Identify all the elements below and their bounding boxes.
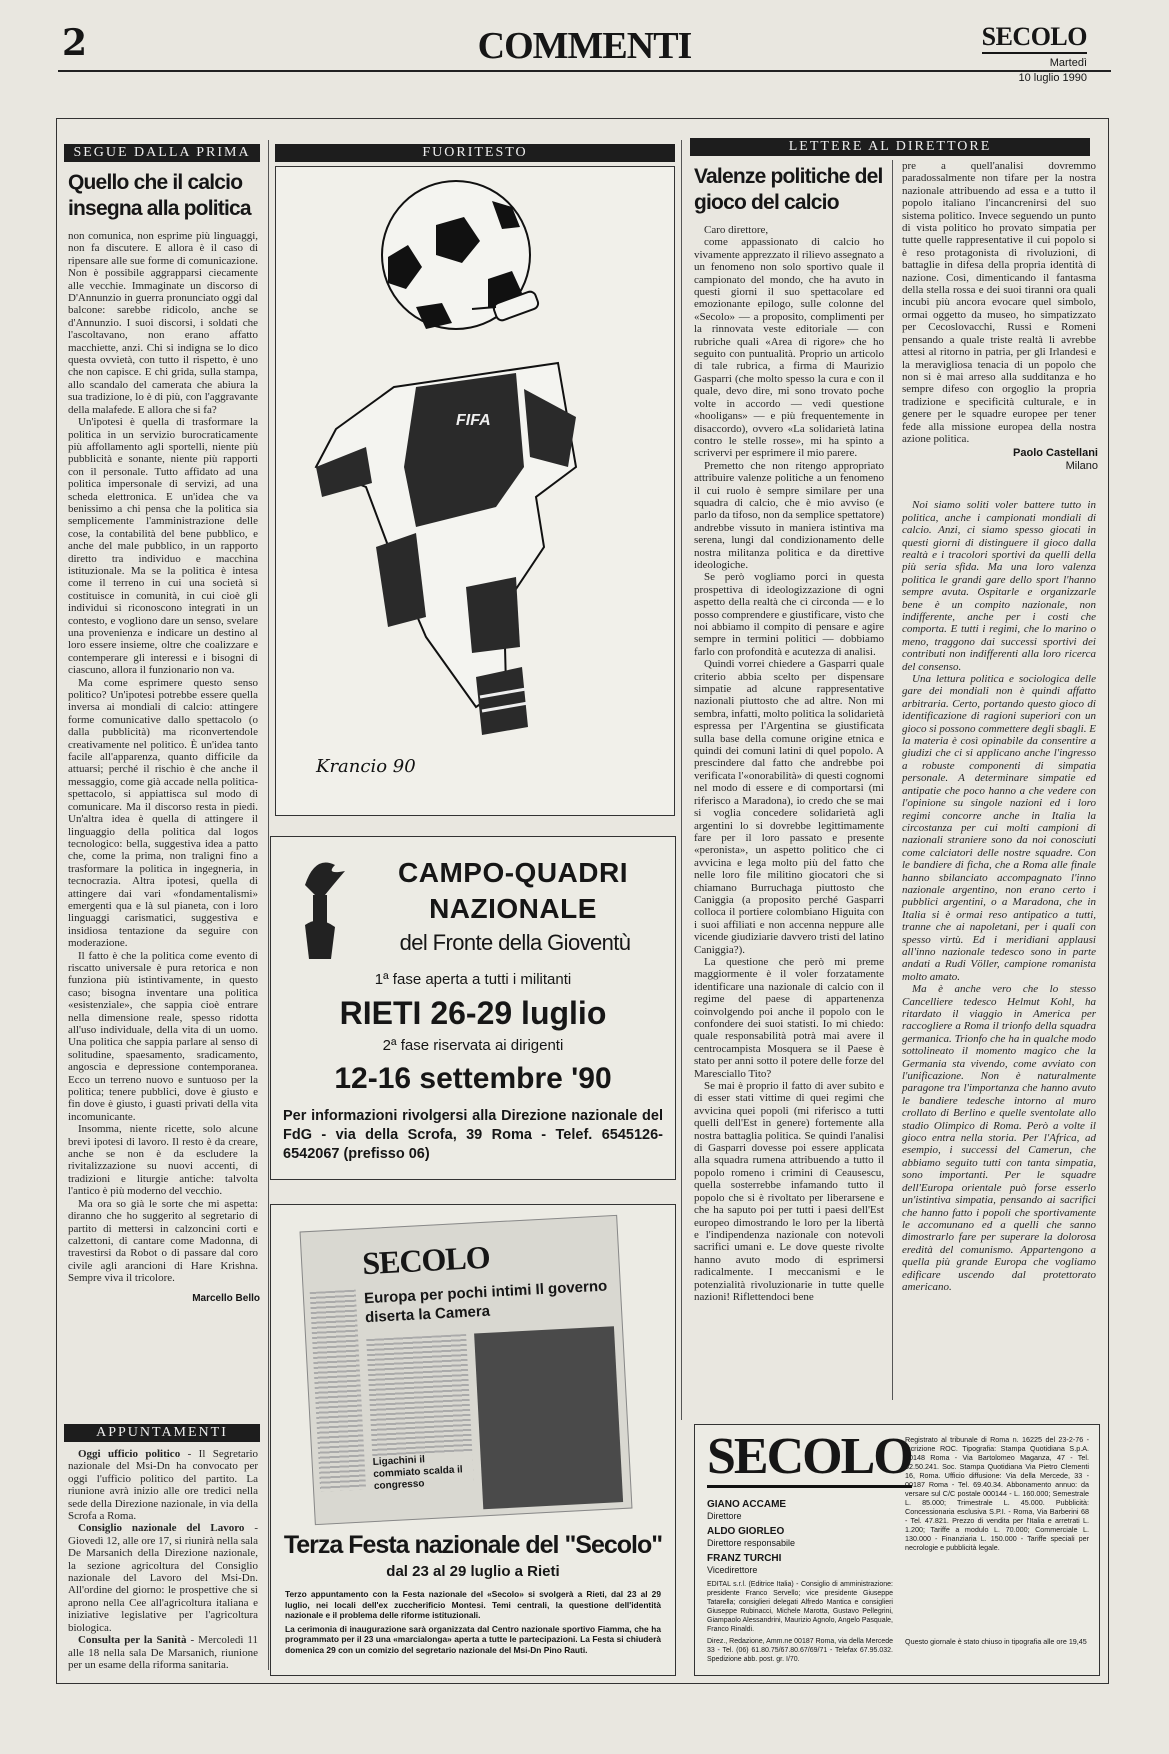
photo-headline: Europa per pochi intimi Il governo diserta la Camera — [363, 1277, 608, 1327]
column-letter — [690, 160, 886, 1404]
kicker-segue: SEGUE DALLA PRIMA — [64, 144, 260, 162]
letter-city: Milano — [1065, 460, 1098, 473]
letter-signature: Paolo Castellani — [1013, 447, 1098, 460]
paragraph: Insomma, niente ricette, solo alcune brevi ipotesi di lavoro. Il resto è da creare, anche se non è da escludere la rivitalizzazione su nuovi accenti, di tradizioni e liturgie antiche: talvolta l'antico è più moderno del vecchio. — [68, 1123, 258, 1198]
imprint-logo: SECOLO — [707, 1429, 912, 1488]
paragraph: Se però vogliamo porci in questa prospettiva di ideologizzazione di ogni aspetto della realtà che ci circonda — e lo posso comprendere e giustificare, visto che noi abbiamo il compito di pensare e agire sempre in termini politici — dobbiamo farlo con profondità e acutezza di analisi. — [694, 571, 884, 658]
letter-title: Valenze politiche del gioco del calcio — [694, 165, 883, 214]
letter-salutation: Caro direttore, — [704, 224, 769, 236]
appointment-text: - Giovedì 12, alle ore 17, si riunirà nella sala De Marsanich della Direzione nazionale, la sezione agricoltura del Consiglio nazionale del Lavoro del Msi-Dn. All'ordine del giorno: le prospettive che si aprono nella Cee all'agricoltura italiana e iniziative legislative per l'agricoltura biologica. — [68, 1522, 258, 1634]
column-letter-continued — [898, 160, 1098, 1404]
photo-text-column — [310, 1290, 366, 1492]
column-rule — [892, 160, 893, 1400]
paragraph: come appassionato di calcio ho vivamente apprezzato il rilievo assegnato a un fenomeno non solo sportivo quale il campionato del mondo, che ha avuto in questi giorni il suo spettacolare ed emozionante epilogo, sulle colonne del «Secolo» — a proposito, complimenti per la rinnovata veste editoriale — con rubriche quali «Area di rigore» che ho seguito con puntualità. Proprio un articolo di tale rubrica, a firma di Maurizio Gasparri (che molto spesso la cura e con il quale, devo dire, mi sono trovato poche volte in accordo — vedi questione «hooligans» — e più frequentemente in disaccordo), ovvero «La solidarietà latina contro le stelle rosse», mi ha spinto a scrivervi per esprimere il mio parere. — [694, 236, 884, 460]
cartoon-signature: Krancio 90 — [316, 756, 416, 777]
header-rule — [58, 70, 1111, 72]
column-commentary — [64, 144, 260, 1392]
appointment-text: - Il Segretario nazionale del Msi-Dn ha convocato per oggi l'ufficio politico del partito. La riunione avrà inizio alle ore tredici nella sede della Direzione nazionale, in via della Scrofa a Roma. — [68, 1448, 259, 1523]
ad-title-2: NAZIONALE — [429, 893, 597, 924]
kicker-fuoritesto: FUORITESTO — [275, 144, 675, 162]
masthead — [982, 22, 1087, 84]
letter-body — [694, 224, 884, 1303]
paragraph: Ma ora so già le sorte che mi aspetta: diranno che ho suggerito al segretario di partito di mettersi in calzoncini corti e calzettoni, di cantare come Madonna, di travestirsi da Robot o di passare dal coro civile agli arancioni di Hare Krishna. Sempre viva il tricolore. — [68, 1197, 258, 1285]
imprint-staff — [707, 1499, 893, 1664]
masthead-day: Martedì — [1049, 57, 1087, 69]
staff-name: GIANO ACCAME — [707, 1499, 787, 1510]
ad-phase-1: 1ª fase aperta a tutti i militanti — [374, 971, 572, 988]
mascot-shorts — [466, 577, 520, 653]
ad-dates-1: RIETI 26-29 luglio — [339, 995, 607, 1031]
paragraph: Un'ipotesi è quella di trasformare la politica in un servizio burocraticamente più affollamento agli sportelli, niente più pubblicità e sonante, niente più rapporti con il personale. Tutto affidato ad una politica impersonale di servizi, ad una scheda elettronica. E un'idea che va benissimo a chi pensa che la politica sia semplicemente l'amministrazione delle cose, la contabilità del bene pubblico, e anche del male pubblico, in un rapporto diretto tra individuo e macchina istituzionale. Ma se la politica è intesa come il terreno in cui una società si costituisce in comunità, in cui cioè gli individui si riconoscono integrati in un contesto, e vogliono dare un senso, svelare una provenienza e indicare un destino al loro essere insieme, oltre che coalizzare e contemperare gli interessi e i bisogni di ciascuno, allora il funzionario non va. — [68, 416, 258, 677]
photo-subheadline: Ligachini il commiato scalda il congresso — [372, 1452, 474, 1493]
ad-campo-quadri — [270, 836, 676, 1180]
festa-text-2: La cerimonia di inaugurazione sarà organizzata dal Centro nazionale sportivo Fiamma, che ha programmato per il 23 una «marcialonga» aperta a tutte le partecipazioni. La Festa si chiuderà domenica 29 con un comizio del segretario nazionale del Msi-Dn Pino Rauti. — [285, 1623, 661, 1655]
paragraph: Ma come esprimere questo senso politico? Un'ipotesi potrebbe essere quella inversa ai mondiali di calcio: attingere forme comunicative dallo spettacolo (o dalla pubblicità) ma riconvertendole creativamente nel politico. È un'idea tanto facile all'apparenza, quanto difficile da attuarsi; perché il rischio è che anche il messaggio, come già accade nella politica-spettacolo, si appiattisca sul modo di comunicare. Ma il discorso resta in piedi. Un'altra idea è quella di attingere il linguaggio della politica dal logos tecnologico: bella, suggestiva idea a patto che, come la prima, non traligni fino a trasformare la politica in ingegneria, in tecnocrazia. Altra ipotesi, quella di attingere dai vari «fondamentalismi» emergenti qua e là sul pianeta, con i loro linguaggi carismatici, suggestiva e insidiosa tentazione da seguire con moderazione. — [68, 676, 258, 950]
article-title: Quello che il calcio insegna alla politica — [68, 171, 251, 220]
appointment-title: Oggi ufficio politico — [78, 1448, 181, 1460]
paragraph: La questione che però mi preme maggiormente è il voler forzatamente identificare una nazionale di calcio con il regime del paese di appartenenza coinvolgendo poi anche il popolo con le confondere dei suoi statisti. Io mi chiedo: quale responsabilità potrà mai avere il centrocampista Mosquera se il Paese è stato per anni sotto il potere delle forze del Maresciallo Tito? — [694, 955, 884, 1080]
photo-logo: SECOLO — [361, 1238, 491, 1282]
ad-info: Per informazioni rivolgersi alla Direzione nazionale del FdG - via della Scrofa, 39 Roma - Telef. 6545126-6542067 (prefisso 06) — [283, 1108, 663, 1162]
imprint-footer: Questo giornale è stato chiuso in tipografia alle ore 19,45 — [905, 1637, 1087, 1646]
article-signature: Marcello Bello — [192, 1292, 260, 1304]
staff-role: Direttore — [707, 1511, 742, 1521]
festa-subtitle: dal 23 al 29 luglio a Rieti — [386, 1563, 560, 1580]
football-mascot-cartoon — [276, 167, 674, 815]
festa-text — [285, 1589, 661, 1655]
column-rule — [268, 140, 269, 1670]
staff-name: ALDO GIORLEO — [707, 1526, 785, 1537]
appointment-title: Consulta per la Sanità — [78, 1634, 187, 1647]
masthead-logo: SECOLO — [982, 22, 1087, 54]
page-number: 2 — [62, 22, 88, 64]
imprint-publisher: EDITAL s.r.l. (Editrice Italia) - Consiglio di amministrazione: presidente Franco Servello; vice presidente Giuseppe Tatarella; consiglieri delegati Alfredo Mantica e consiglieri Giuseppe Rubinacci, Michele Marotta, Gustavo Pellegrini, Giampaolo Alessandrini, Maurizio Agnolo, Angelo Pasquale, Franco Rinaldi. — [707, 1581, 893, 1633]
article-body — [68, 230, 258, 1285]
appointment-text: - Mercoledì 11 alle 18 nella sala De Marsanich, riunione per un esame della riforma sanitaria. — [68, 1634, 258, 1671]
festa-title: Terza Festa nazionale del "Secolo" — [283, 1531, 663, 1559]
appointment-title: Consiglio nazionale del Lavoro — [78, 1522, 245, 1535]
photo-crowd-image — [474, 1326, 623, 1509]
paragraph: Noi siamo soliti voler battere tutto in politica, anche i campionati mondiali di calcio. Anzi, ci siamo spesso giocati in questi giorni di distinguere il gioco dalla realtà e i tracolori sportivi da quelli della più seria sfida. Ma una loro valenza politica le grandi gare dello sport l'hanno sempre avuta. Ospitarle e organizzarle bene è un compito nazionale, non indifferente, anche per i costi che comporta. E tutti i regimi, che lo marino o meno, traggono dai successi sportivi dei contributi non indifferenti alla loro ricerca del consenso. — [902, 499, 1096, 673]
mascot-sock — [476, 667, 528, 735]
masthead-date: 10 luglio 1990 — [1018, 72, 1087, 84]
newspaper-photo — [300, 1215, 633, 1525]
column-rule — [681, 140, 682, 1420]
appointment-item — [68, 1634, 258, 1671]
paragraph: Se mai è proprio il fatto di aver subito e di esser stati vittime di quei regimi che avvicina quei popoli (mi riferisco a tutti quelli dell'Est in genere) fortemente alla nostra battaglia politica. Se quindi l'analisi di Gasparri dovesse poi essere applicata alla squadra rumena attribuendo a tutto il popolo romeno i crimini di Ceausescu, quella sosterrebbe infamando tutto il popolo che si è rivoltato per liberarsene e che ha saputo poi per tutti i paesi dell'Est europeo dimostrando le loro per la libertà e l'indipendenza nazionale con notevoli sacrifici umani e. Le dove queste rivolte hanno avuto modo di esprimersi radicalmente. I meccanismi e le potenzialità rivoluzionarie in tutte quelle nazioni! Riflettendoci bene — [694, 1080, 884, 1303]
appointments-body — [68, 1448, 258, 1671]
staff-name: FRANZ TURCHI — [707, 1553, 782, 1564]
cartoon-caption: FIFA — [456, 412, 491, 429]
ad-title-3: del Fronte della Gioventù — [399, 930, 631, 955]
paragraph: Il fatto è che la politica come evento di riscatto universale è pura retorica e non funziona più istintivamente, in questo caso; bisogna inventare una politica «esistenziale», che sappia cioè entrare nella dimensione reale, spesso ridotta all'uso individuale, della vita di un uomo. Una politica che sappia parlare al senso di solitudine, spaesamento, sradicamento, angoscia e depressione contemporanea. Ecco un terreno nuovo e suntuoso per la politica; tenere pubblici, dove è giusto e fin dove è giusto, i guasti privati della vita incomunicante. — [68, 949, 258, 1123]
cartoon-frame — [275, 166, 675, 816]
torch-icon — [285, 855, 355, 965]
paragraph: Una lettura politica e sociologica delle gare dei mondiali non è quindi affatto arbitraria. Certo, portando questo gioco di identificazione di ragioni superiori con un gioco si possono commettere degli sbagli. E la materia è così opinabile da consentire a giudizi che ci si applicano anche l'ingresso a robuste componenti di simpatia personale. A determinare simpatie ed antipatie che poco hanno a che vedere con l'opinione su singole nazioni ed i loro regimi concorre anche in Italia la circostanza per cui molti campioni di nazionali straniere sono da noi conosciuti come calciatori delle nostre squadre. Con le bandiere di ficha, che a Roma alle finale hanno sbilanciato accompagnato l'inno nazionale argentino, non erano certo i pubblici argentini, o a Maradona, che in Italia si è ormai reso antipatico a tutti, tranne che ai napoletani, per i quali con spesso virtù. Ed i meridiani applausi all'inno nazionale tedesco sono in parte andati a Rudi Völler, campione romanista molto amato. — [902, 673, 1096, 983]
appointments — [64, 1424, 260, 1672]
editor-reply — [902, 499, 1096, 1293]
kicker-lettere: LETTERE AL DIRETTORE — [690, 138, 1090, 156]
imprint-right-text: Registrato al tribunale di Roma n. 16225 del 23-2-76 - Iscrizione ROC. Tipografia: Stampa Quotidiana S.p.A. 00148 Roma - Via Bartolomeo Maganza, 47 - Tel. 52.50.241. Soc. Stampa Quotidiana Via Pietro Clementi 16, Roma. Ufficio diffusione: Via della Mercede, 33 - 00187 Roma - Tel. 69.40.34. Abbonamento annuo: da versare sul C/C postale 000144 - L. 160.000; Semestrale L. 85.000; Trimestrale L. 45.000. Pubblicità: Concessionaria esclusiva S.P.I. - Roma, Via Barberini 68 - Tel. 47.821. Prezzo di vendita per l'Italia e arretrati L. 1.200; Tariffe a modulo L. 70.000; Commerciale L. 130.000 - Finanziaria L. 150.000 - Tariffe speciali per necrologie e pubblicità legale. — [905, 1435, 1089, 1552]
imprint-redazione: Direz., Redazione, Amm.ne 00187 Roma, via della Mercede 33 - Tel. (06) 61.80.75/67.80.67/69/71 - Telefax 67.95.032. Spedizione abb. post. gr. I/70. — [707, 1638, 893, 1663]
letter-body-continued — [902, 160, 1096, 445]
imprint-box — [694, 1424, 1100, 1676]
ad-title-1: CAMPO-QUADRI — [398, 857, 628, 888]
appointment-item — [68, 1522, 258, 1634]
paragraph: pre a quell'analisi dovremmo paradossalmente non tifare per la nostra nazionale attribuendo ad essa e a tutto il popolo italiano l'incancrenirsi del suo sistema politico. Invece seguendo un punto di vista politico ho provato simpatia per tutte quelle rappresentative il cui popolo si è reso protagonista di rivoluzioni, di battaglie in difesa della propria identità di nazione. Così, dimenticando il fantasma della stella rossa e dei suoi tiranni ora quali incubi più ancora evocare quel simbolo, ormai oggetto da museo, ho simpatizzato per Cecoslovacchi, Russi e Romeni pensando a quale triste realtà li avrebbe attesi al ritorno in patria, per gli Irlandesi e la meravigliosa tenacia di un popolo che non si è mai arreso alla sudditanza e ho sempre difeso con orgoglio la propria tradizione e specificità culturale, e in genere per le squadre europee per tener fede alla missione europea della nostra azione politica. — [902, 160, 1096, 445]
paragraph: Premetto che non ritengo appropriato attribuire valenze politiche a un fenomeno il cui ruolo è sempre similare per una squadra di calcio, che è mio avviso (e parlo da tifoso, non da semplice spettatore) andrebbe vissuto in maniera istintiva ma serena, lungi dal condizionamento delle nostra militanza politica e da direttive ideologiche. — [694, 459, 884, 571]
festa-text-1: Terzo appuntamento con la Festa nazionale del «Secolo» si svolgerà a Rieti, dal 23 al 29 luglio, nei locali dell'ex zuccherificio Montesi. Temi centrali, la questione dell'identità nazionale e il problema delle riforme istituzionali. — [285, 1589, 661, 1620]
staff-role: Direttore responsabile — [707, 1538, 796, 1548]
appointment-item — [68, 1448, 258, 1522]
paragraph: Quindi vorrei chiedere a Gasparri quale criterio abbia scelto per dispensare simpatie ad alcune rappresentative nazionali piuttosto che ad altre. Non mi sembra, infatti, molto politica la solidarietà espressa per l'Argentina se giustificata sulla base della comune origine etnica e quindi dei comuni latini di quel popolo. A prescindere dal fatto che andrebbe poi verificata l'«onorabilità» di questi cognomi nel modo di essere e di comportarsi (mi riferisco a Maradona), io credo che se mai si voglia concedere solidarietà agli argentini lo si dovrebbe legittimamente fare per il loro passato e presente «peronista», un aspetto politico che ci avvicina e lega molto più del fatto che nelle loro file militino giocatori che si chiamano Burruchaga piuttosto che Caniggia (a proposito perché Gasparri colloca il portiere colombiano Higuita con i suoi affiliati e non accenna neppure alle vicende giudiziarie davvero tristi del latino Caniggia?). — [694, 658, 884, 956]
staff-role: Vicedirettore — [707, 1565, 758, 1575]
section-title: COMMENTI — [477, 25, 692, 67]
ad-terza-festa — [270, 1204, 676, 1676]
ad-dates-2: 12-16 settembre '90 — [334, 1062, 612, 1095]
ad-phase-2: 2ª fase riservata ai dirigenti — [382, 1037, 564, 1054]
kicker-appuntamenti: APPUNTAMENTI — [64, 1424, 260, 1442]
paragraph: Ma è anche vero che lo stesso Cancelliere tedesco Helmut Kohl, ha ritardato il viaggio in America per raccogliere a Roma il trionfo della squadra germanica. Trionfo che ha in qualche modo sottolineato il momento magico che la Germania sta vivendo, come avviato con l'unificazione. Non è naturalmente paragone tra l'importanza che hanno avuto le bandiere tedesche intorno al muro crollato di Berlino e quelle sventolate allo stadio Olimpico di Roma. Però a volte il gioco entra nella storia. Per l'Africa, ad esempio, i successi del Camerun, che abbiamo seguito tutti con tanta simpatia, sono importanti. Per le squadre dell'Europa orientale può forse esserlo un'istintiva simpatia, pensando ai sacrifici che hanno fatto i popoli che sportivamente le accomunano ed a quelli che sanno dimostrarlo fare per superare la dolorosa eredità del comunismo. Appartengono a quella più grande Europa che vogliamo edificare uscendo dal protettorato americano. — [902, 983, 1096, 1293]
paragraph: non comunica, non esprime più linguaggi, non fa discutere. E allora è il caso di ripensare alle sue forme di comunicazione. Non è possibile aggrapparsi ciecamente alle vecchie. Immaginate un discorso di D'Annunzio in guerra pronunciato oggi dal balcone: sarebbe ridicolo, anche se d'Annunzio. I suoi discorsi, i soldati che l'ascoltavano, non erano affatto macchiette, anzi. Chi si indigna se lo dico questa ovvietà, con tutto il rispetto, è uno che non capisce. E chi grida, sulla stampa, allo scandalo del camerata che abiura la sua tradizione, lo è di più, con l'aggravante della malafede. E allora che si fa? — [68, 230, 258, 416]
